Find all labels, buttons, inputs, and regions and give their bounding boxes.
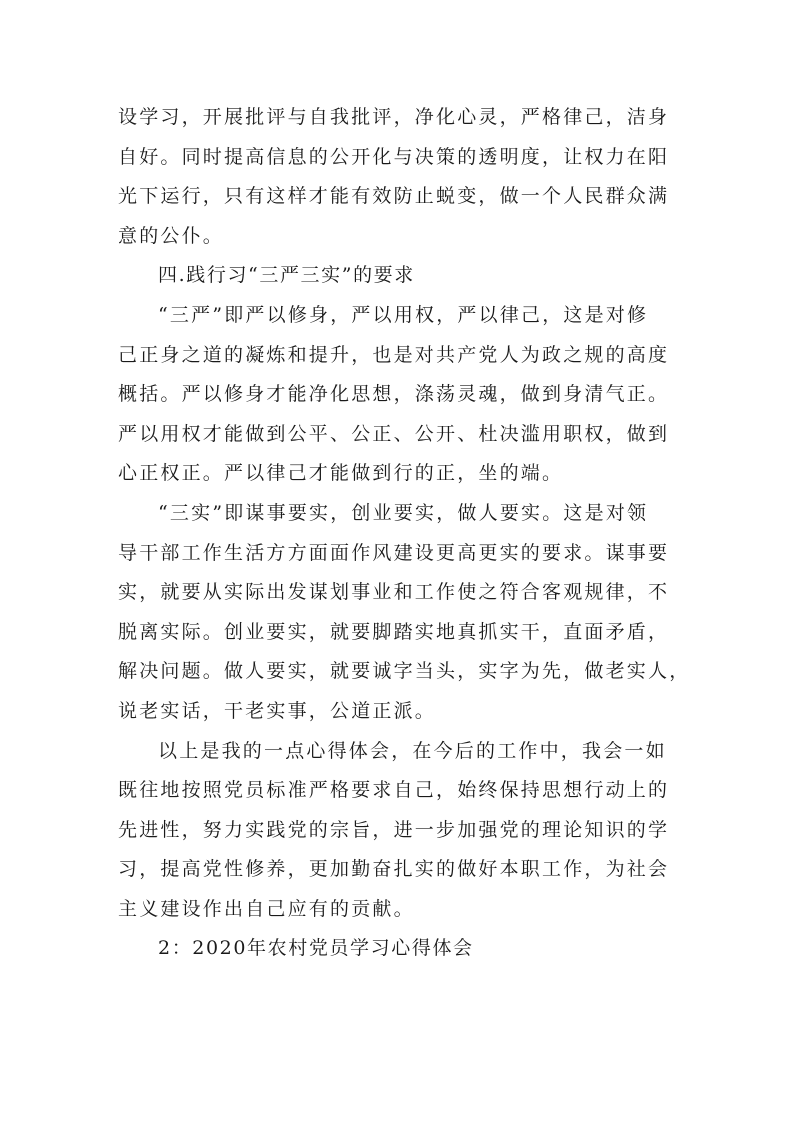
text-line: 设学习，开展批评与自我批评，净化心灵，严格律己，洁身 xyxy=(118,106,670,128)
text-line: 严以用权才能做到公平、公正、公开、杜决滥用职权，做到 xyxy=(118,422,670,445)
text-line: 先进性，努力实践党的宗旨，进一步加强党的理论知识的学 xyxy=(118,818,670,841)
text-line: 解决问题。做人要实，就要诚字当头，实字为先，做老实人， xyxy=(118,660,691,683)
text-line: 自好。同时提高信息的公开化与决策的透明度，让权力在阳 xyxy=(118,145,670,168)
document-body xyxy=(118,98,691,969)
text-line: 心正权正。严以律己才能做到行的正，坐的端。 xyxy=(118,462,564,485)
text-line: 主义建设作出自己应有的贡献。 xyxy=(118,897,415,920)
text-line: 概括。严以修身才能净化思想，涤荡灵魂，做到身清气正。 xyxy=(118,383,670,406)
text-line: 脱离实际。创业要实，就要脚踏实地真抓实干，直面矛盾， xyxy=(118,620,670,643)
section-heading: 四.践行习“三严三实”的要求 xyxy=(158,264,415,287)
text-line: 导干部工作生活方方面面作风建设更高更实的要求。谋事要 xyxy=(118,541,670,564)
text-line: “三实”即谋事要实，创业要实，做人要实。这是对领 xyxy=(158,501,649,524)
text-line: 以上是我的一点心得体会，在今后的工作中，我会一如 xyxy=(158,739,667,762)
text-line: 己正身之道的凝炼和提升，也是对共产党人为政之规的高度 xyxy=(118,343,670,366)
text-line: 意的公仆。 xyxy=(118,224,225,247)
text-line: 说老实话，干老实事，公道正派。 xyxy=(118,699,437,722)
section-heading: 2：2020年农村党员学习心得体会 xyxy=(158,937,474,960)
text-line: 习，提高党性修养，更加勤奋扎实的做好本职工作，为社会 xyxy=(118,858,670,881)
text-line: 既往地按照党员标准严格要求自己，始终保持思想行动上的 xyxy=(118,779,670,802)
text-line: “三严”即严以修身，严以用权，严以律己，这是对修 xyxy=(158,303,649,326)
text-line: 实，就要从实际出发谋划事业和工作使之符合客观规律，不 xyxy=(118,581,670,604)
text-line: 光下运行，只有这样才能有效防止蜕变，做一个人民群众满 xyxy=(118,185,670,208)
